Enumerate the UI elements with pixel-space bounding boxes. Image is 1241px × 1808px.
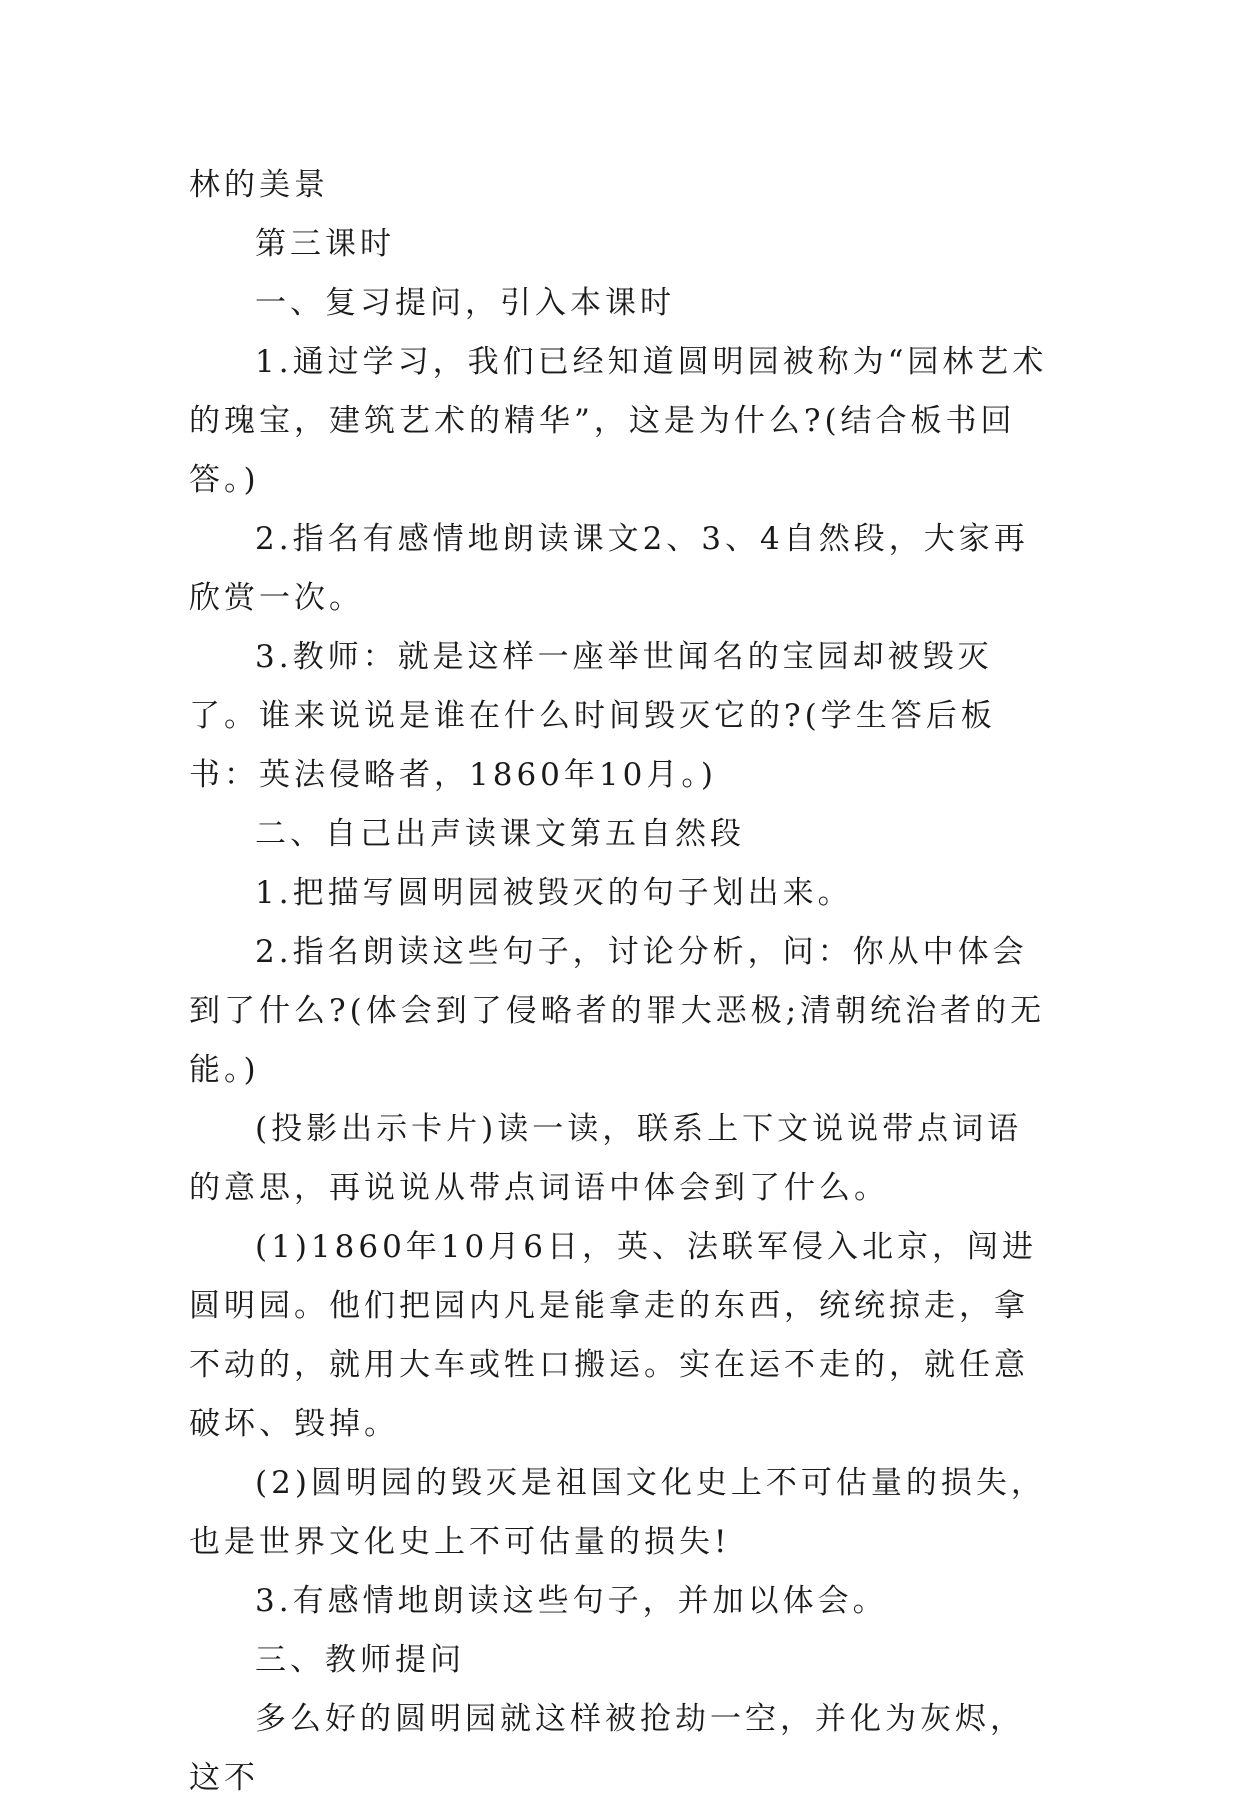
- paragraph-item: 多么好的圆明园就这样被抢劫一空，并化为灰烬，这不: [189, 1701, 1025, 1796]
- paragraph-item: 2.指名有感情地朗读课文2、3、4自然段，大家再欣赏一次。: [189, 521, 1029, 616]
- lesson-heading: 第三课时: [255, 226, 395, 262]
- paragraph-item: 1.通过学习，我们已经知道圆明园被称为“园林艺术的瑰宝，建筑艺术的精华”，这是为什么?(结合板书回答。): [189, 344, 1048, 498]
- paragraph-quote: (2)圆明园的毁灭是祖国文化史上不可估量的损失，也是世界文化史上不可估量的损失!: [189, 1465, 1046, 1560]
- paragraph-item: 2.指名朗读这些句子，讨论分析，问：你从中体会到了什么?(体会到了侵略者的罪大恶极;清朝统治者的无能。): [189, 934, 1046, 1088]
- paragraph-item: 1.把描写圆明园被毁灭的句子划出来。: [255, 875, 853, 911]
- paragraph-quote: (1)1860年10月6日，英、法联军侵入北京，闯进圆明园。他们把园内凡是能拿走的东西，统统掠走，拿不动的，就用大车或牲口搬运。实在运不走的，就任意破坏、毁掉。: [189, 1229, 1037, 1442]
- document-body: [189, 156, 1051, 1808]
- section-heading-review: 一、复习提问，引入本课时: [255, 285, 675, 321]
- section-heading-questions: 三、教师提问: [255, 1642, 465, 1678]
- paragraph-item: 3.有感情地朗读这些句子，并加以体会。: [255, 1583, 888, 1619]
- paragraph-continuation: 林的美景: [189, 167, 329, 203]
- section-heading-reading: 二、自己出声读课文第五自然段: [255, 816, 745, 852]
- paragraph-item: (投影出示卡片)读一读，联系上下文说说带点词语的意思，再说说从带点词语中体会到了什么。: [189, 1111, 1023, 1206]
- paragraph-item: 3.教师：就是这样一座举世闻名的宝园却被毁灭了。谁来说说是谁在什么时间毁灭它的?(学生答后板书：英法侵略者，1860年10月。): [189, 639, 996, 793]
